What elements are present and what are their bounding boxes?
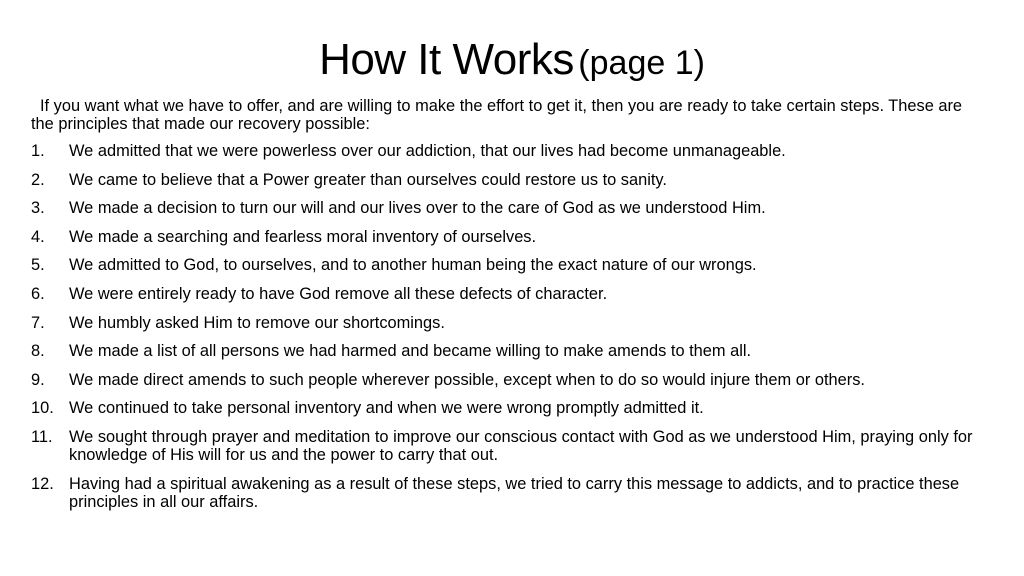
step-text: We continued to take personal inventory and when we were wrong promptly admitted it. <box>69 399 704 418</box>
step-item <box>31 285 986 303</box>
step-item <box>31 228 986 246</box>
step-number: 2. <box>31 170 45 189</box>
step-item <box>31 399 986 417</box>
title-sub: (page 1) <box>578 44 705 82</box>
step-text: We sought through prayer and meditation to improve our conscious contact with God as we understood Him, praying only for knowledge of His will for us and the power to carry that out. <box>69 427 973 464</box>
step-text: We admitted to God, to ourselves, and to another human being the exact nature of our wrongs. <box>69 256 757 275</box>
step-text: We made a list of all persons we had harmed and became willing to make amends to them all. <box>69 342 752 361</box>
step-text: We came to believe that a Power greater than ourselves could restore us to sanity. <box>69 170 667 189</box>
step-number: 1. <box>31 142 45 160</box>
step-text: We admitted that we were powerless over our addiction, that our lives had become unmanageable. <box>69 142 786 160</box>
step-number: 12. <box>31 474 54 493</box>
step-number: 6. <box>31 284 45 303</box>
step-number: 3. <box>31 199 45 218</box>
step-text: We made a searching and fearless moral inventory of ourselves. <box>69 227 537 246</box>
step-item <box>31 142 986 160</box>
step-number: 7. <box>31 313 45 332</box>
step-number: 11. <box>31 427 53 446</box>
step-number: 8. <box>31 342 45 361</box>
step-item <box>31 171 986 189</box>
step-number: 10. <box>31 399 54 418</box>
intro-paragraph: If you want what we have to offer, and are willing to make the effort to get it, then you are ready to take certain steps. These are the principles that made our recovery possible: <box>31 97 963 133</box>
step-item <box>31 256 986 274</box>
step-text: We made direct amends to such people wherever possible, except when to do so would injure them or others. <box>69 370 865 389</box>
step-item <box>31 342 986 360</box>
step-text: We were entirely ready to have God remove all these defects of character. <box>69 284 608 303</box>
step-item <box>31 475 986 511</box>
step-item <box>31 314 986 332</box>
title-main: How It Works <box>319 35 574 84</box>
step-number: 5. <box>31 256 45 275</box>
step-item <box>31 199 986 217</box>
step-text: We made a decision to turn our will and our lives over to the care of God as we understood Him. <box>69 199 766 218</box>
step-item <box>31 428 986 464</box>
step-text: Having had a spiritual awakening as a result of these steps, we tried to carry this message to addicts, and to practice these principles in all our affairs. <box>69 474 960 511</box>
step-number: 9. <box>31 370 45 389</box>
step-text: We humbly asked Him to remove our shortcomings. <box>69 313 445 332</box>
slide-title <box>0 30 1024 100</box>
steps-list <box>31 142 986 521</box>
step-number: 4. <box>31 227 45 246</box>
step-item <box>31 371 986 389</box>
